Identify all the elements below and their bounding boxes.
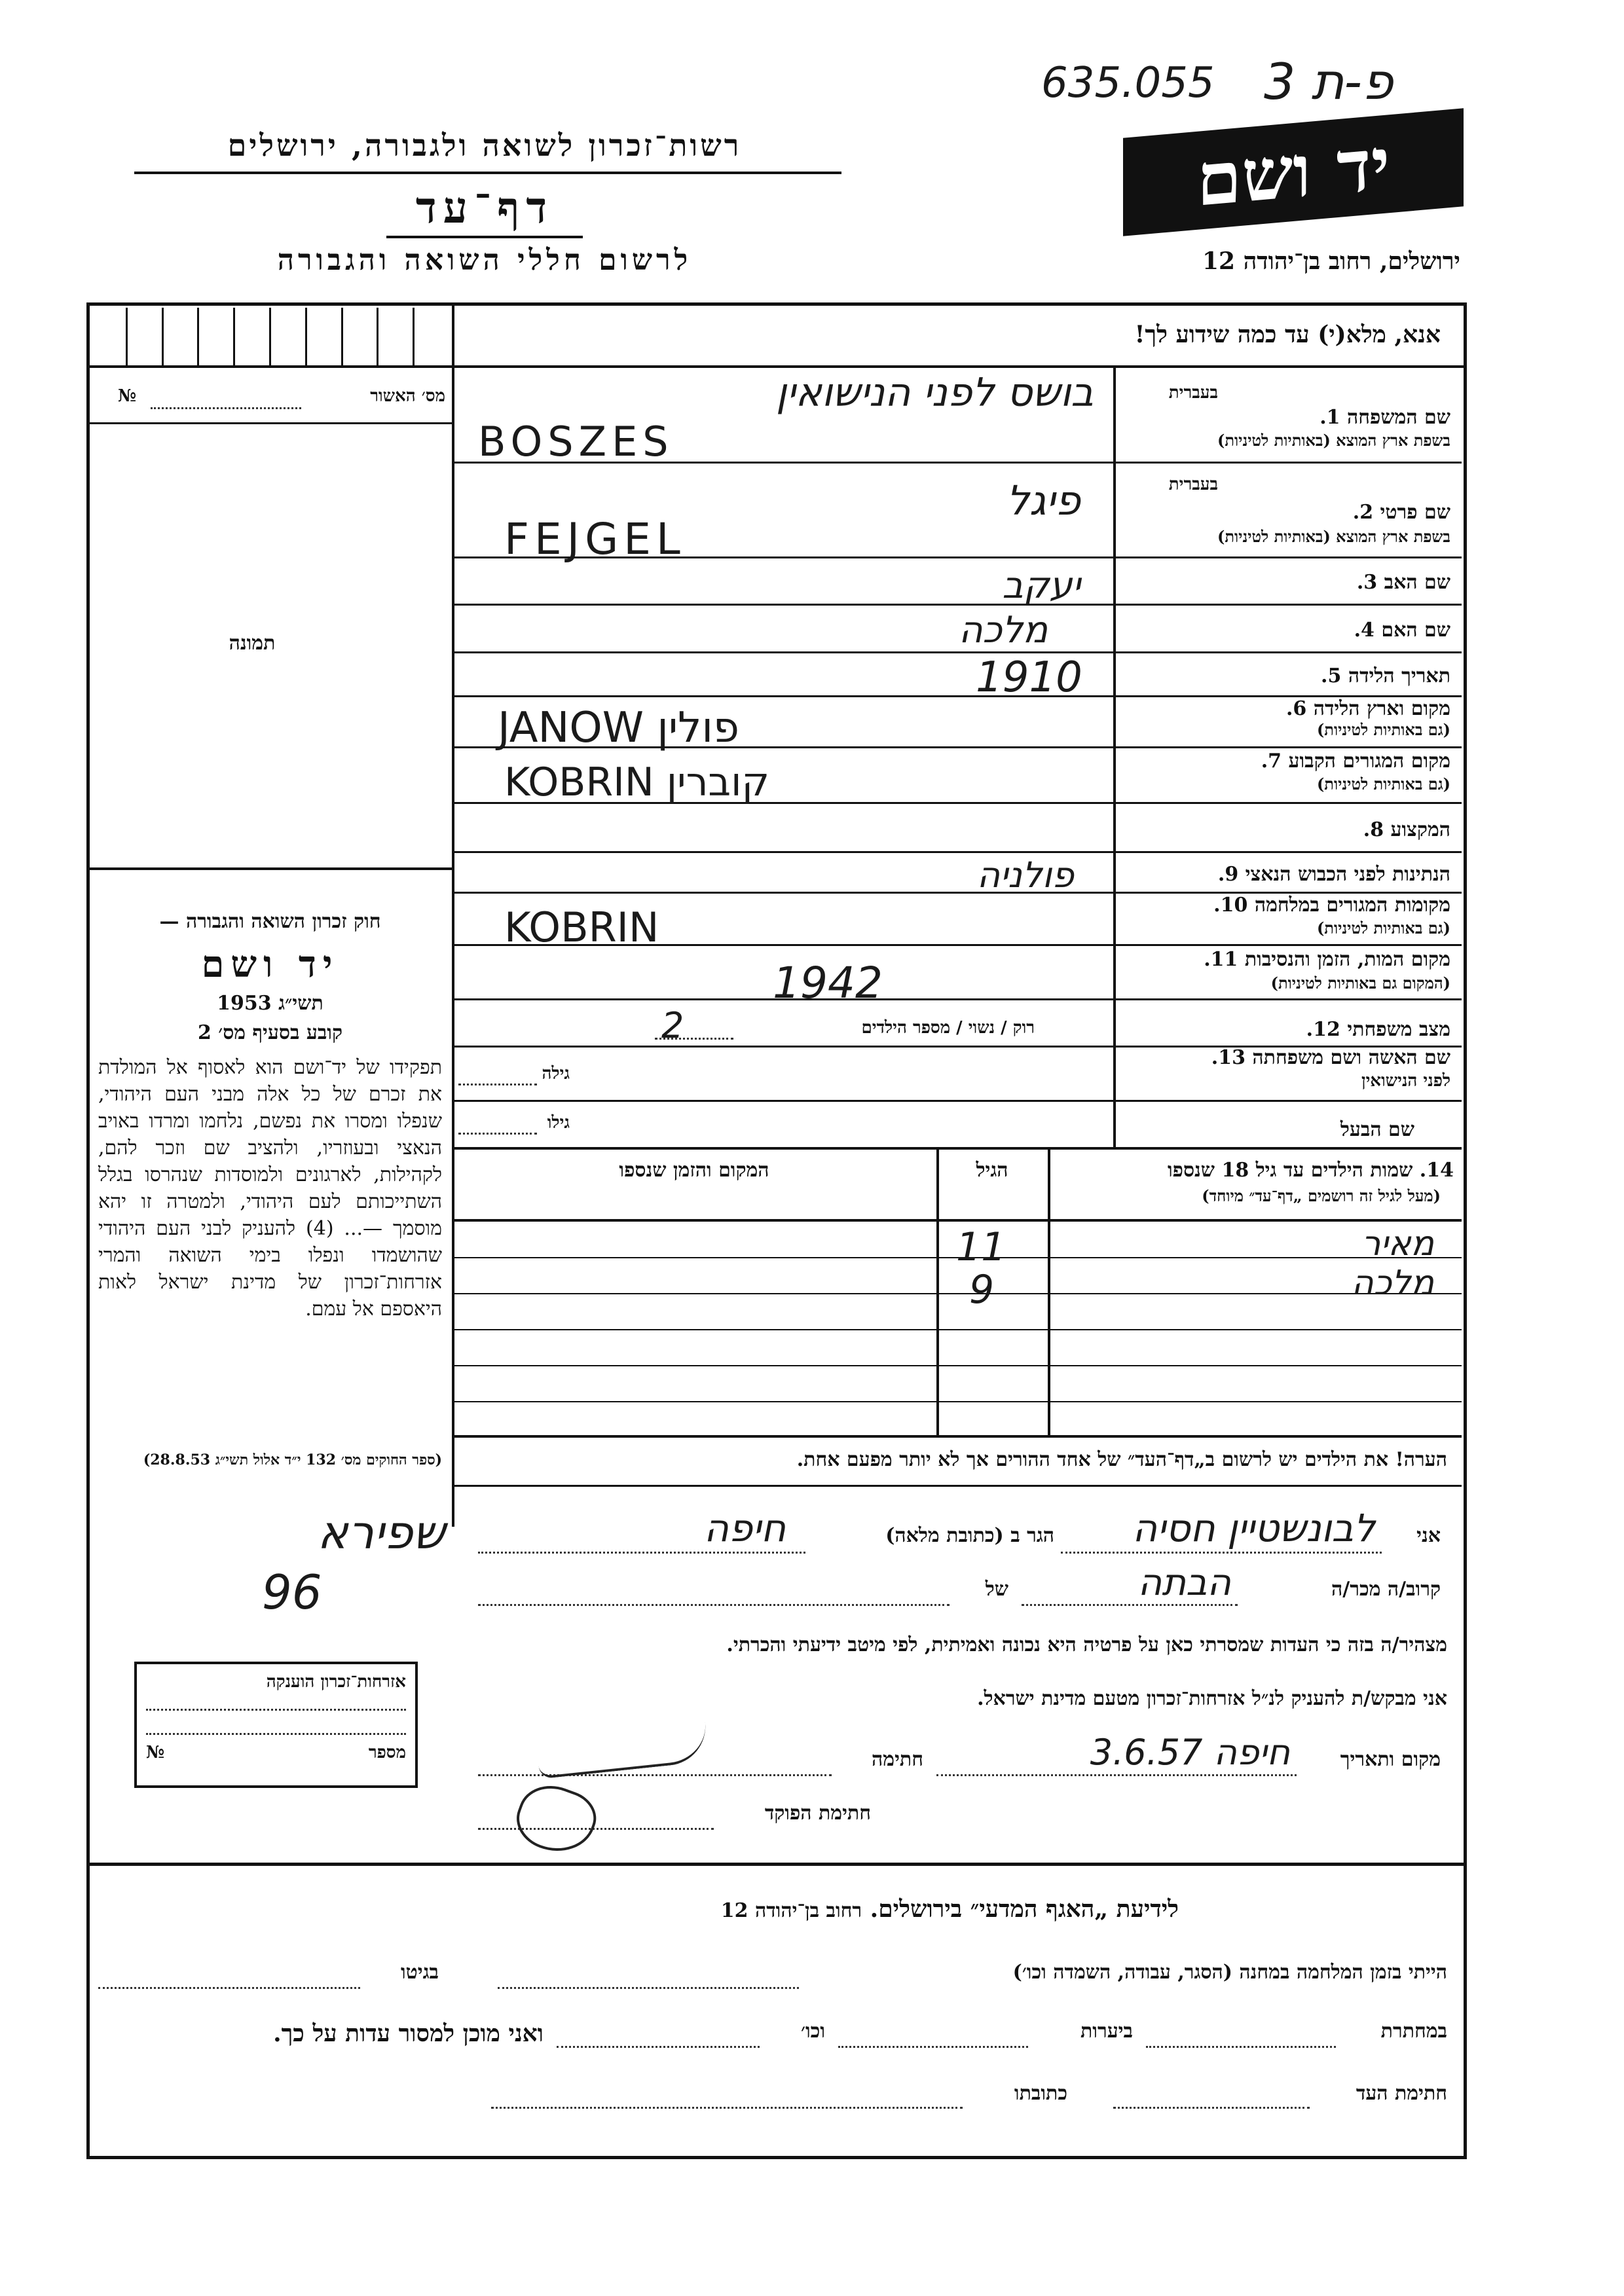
left-column-divider	[452, 302, 454, 1147]
children-header-line	[453, 1219, 1462, 1222]
wartime-residence-value: KOBRIN	[504, 903, 659, 951]
footer-camp-dots	[498, 1987, 799, 1989]
approval-no: №	[118, 386, 137, 406]
field-12-label: מצב משפחתי 12.	[1306, 1018, 1450, 1041]
authority-underline	[134, 172, 841, 174]
surname-hebrew-value: בושס לפני הנישואין	[775, 370, 1094, 416]
children-count-value: 2	[661, 1005, 684, 1046]
place-header: המקום והזמן שנספו	[619, 1159, 769, 1182]
officer-signature-label: חתימת הפוקד	[764, 1802, 871, 1825]
field-10-note: (גם באותיות לטיניות)	[1316, 919, 1450, 938]
approval-dots	[151, 407, 301, 409]
field-4-label: שם האם 4.	[1354, 619, 1450, 642]
field-2-label: שם פרטי 2.	[1352, 501, 1450, 524]
row-line-4	[453, 651, 1462, 653]
footer-forest-dots	[838, 2046, 1028, 2048]
field-1-note: בשפת ארץ המוצא (באותיות לטיניות)	[1217, 431, 1450, 450]
footer-etc-dots	[557, 2046, 760, 2048]
side-handnote-number: 96	[262, 1565, 322, 1620]
note-line	[453, 1485, 1462, 1487]
footer-witness-sign-label: חתימת העד	[1356, 2082, 1447, 2105]
row-line-14	[453, 1147, 1462, 1150]
mother-name-value: מלכה	[958, 609, 1048, 651]
field-7-note: (גם באותיות לטיניות)	[1316, 774, 1450, 793]
law-year: תשי״ג 1953	[217, 992, 323, 1015]
law-reference: (ספר החוקים מס׳ 132 י״ד אלול תשי״ג 28.8.53)	[143, 1451, 442, 1468]
husband-label: שם הבעל	[1340, 1118, 1414, 1141]
citizenship-no: №	[146, 1743, 165, 1762]
birth-date-value: 1910	[976, 653, 1082, 702]
signature-label: חתימה	[872, 1748, 923, 1771]
photo-label: תמונה	[229, 632, 276, 655]
relation-label: קרוב/ה מכר/ה	[1331, 1578, 1441, 1601]
footer-ghetto-dots	[98, 1987, 360, 1989]
children-bottom-line	[453, 1435, 1462, 1438]
declarant-ani: אני	[1416, 1524, 1441, 1547]
given-name-hebrew-value: פיגל	[1006, 477, 1080, 524]
given-name-latin-value: FEJGEL	[504, 514, 686, 564]
children-col-line-2	[1048, 1147, 1050, 1435]
footer-underground-label: במחתרת	[1380, 2020, 1447, 2043]
footer-title	[458, 1895, 1179, 1923]
citizenship-box	[134, 1662, 418, 1788]
officer-signature-dots	[478, 1828, 714, 1830]
nationality-value: פולניה	[976, 854, 1074, 896]
law-heading: חוק זכרון השואה והגבורה —	[159, 910, 381, 933]
child-1-age: 11	[956, 1224, 1006, 1270]
lang-hebrew-1: בעברית	[1168, 383, 1218, 403]
footer-camp-label: הייתי בזמן המלחמה במחנה (הסגר, עבודה, השמדה וכו׳)	[1012, 1961, 1447, 1984]
children-row-5	[453, 1401, 1462, 1402]
footer-underground-dots	[1146, 2046, 1336, 2048]
field-6-label: מקום וארץ הלידה 6.	[1285, 697, 1450, 720]
footer-witness-sign-dots	[1113, 2107, 1310, 2109]
field-1-label: שם המשפחה 1.	[1320, 406, 1450, 429]
place-date-value: חיפה 3.6.57	[1090, 1732, 1290, 1773]
field-5-label: תאריך הלידה 5.	[1321, 665, 1450, 687]
residence-value: KOBRIN קוברין	[504, 759, 770, 805]
code-boxes	[92, 308, 449, 367]
children-col-line-1	[936, 1147, 939, 1435]
age-header: הגיל	[976, 1159, 1008, 1182]
photo-bottom-line	[90, 867, 453, 870]
age-dots-wife	[458, 1084, 537, 1085]
law-name: יד ושם	[201, 943, 339, 986]
age-dots-husband	[458, 1133, 537, 1135]
declarant-name-value: לבונשטיין חסיה	[1132, 1506, 1375, 1550]
field-11-note: (המקום גם באותיות לטיניות)	[1270, 974, 1450, 993]
authority-name: רשות־זכרון לשואה ולגבורה, ירושלים	[227, 128, 742, 163]
label-column-divider	[1113, 365, 1116, 1148]
surname-latin-value: BOSZES	[478, 418, 674, 465]
footer-etc-label: וכו׳	[801, 2020, 825, 2043]
place-date-label: מקום ותאריך	[1340, 1748, 1441, 1771]
declarant-name-dots	[1061, 1552, 1382, 1554]
footer-address-label: כתובתו	[1014, 2082, 1067, 2105]
field-13-label: שם האשה ושם משפחתה 13.	[1211, 1046, 1450, 1069]
approval-label: מס׳ האשור	[370, 386, 445, 406]
child-2-age: 9	[969, 1267, 995, 1313]
field-6-note: (גם באותיות לטיניות)	[1316, 720, 1450, 739]
place-date-dots	[936, 1774, 1297, 1776]
relation-value: הבתה	[1137, 1561, 1231, 1604]
request-text: אני מבקש/ת להעניק לנ״ל אזרחות־זכרון מטעם מדינת ישראל.	[977, 1687, 1447, 1710]
form-subtitle: לרשום חללי השואה והגבורה	[277, 244, 692, 277]
marital-options: רוק / נשוי / מספר הילדים	[861, 1018, 1035, 1038]
address-dots	[478, 1552, 805, 1554]
instruction: אנא, מלא(י) עד כמה שידוע לך!	[1134, 321, 1441, 348]
father-name-value: יעקב	[1002, 564, 1080, 607]
address: ירושלים, רחוב בן־יהודה 12	[1202, 247, 1460, 275]
child-1-name: מאיר	[1361, 1224, 1434, 1264]
side-handnote-name: שפירא	[317, 1506, 445, 1559]
form-title: דף־עד	[415, 182, 554, 233]
death-date-value: 1942	[773, 958, 883, 1008]
field-9-label: הנתינות לפני הכבוש הנאצי 9.	[1217, 863, 1450, 886]
birth-place-value: JANOW פולין	[498, 704, 739, 752]
age-label-wife: גילה	[542, 1064, 570, 1084]
row-line-11	[453, 998, 1462, 1000]
age-label-husband: גילו	[547, 1113, 570, 1133]
field-2-note: בשפת ארץ המוצא (באותיות לטיניות)	[1217, 527, 1450, 546]
footer-address-dots	[491, 2107, 963, 2109]
child-2-name: מלכה	[1351, 1264, 1434, 1303]
children-subtitle: (מעל לגיל זה רושמים „דף־עד״ מיוחד)	[1202, 1186, 1441, 1205]
stripe-line	[90, 365, 1464, 368]
footer-testimony-label: ואני מוכן למסור עדות על כך.	[273, 2020, 544, 2047]
footer-title-text: לידיעת „האגף המדעי״ בירושלים.	[870, 1895, 1179, 1923]
declarant-address-value: חיפה	[704, 1506, 786, 1550]
footer-forest-label: ביערות	[1080, 2020, 1133, 2043]
footer-ghetto-label: בגיטו	[400, 1961, 439, 1984]
children-row-3	[453, 1329, 1462, 1330]
archive-number-annotation: 635.055	[1041, 59, 1215, 107]
footer-divider	[90, 1863, 1464, 1866]
field-8-label: המקצוע 8.	[1363, 818, 1450, 841]
archive-code-annotation: פ-ת 3	[1264, 52, 1393, 111]
children-title: 14. שמות הילדים עד גיל 18 שנספו	[1167, 1159, 1454, 1182]
children-note: הערה! את הילדים יש לרשום ב„דף־העד״ של אחד ההורים אך לא יותר מפעם אחת.	[796, 1448, 1447, 1471]
yad-vashem-logo: יד ושם	[1123, 108, 1464, 236]
relation-dots	[1022, 1604, 1238, 1606]
row-line-13	[453, 1100, 1462, 1102]
of-label: של	[985, 1578, 1008, 1601]
field-10-label: מקומות המגורים במלחמה 10.	[1213, 894, 1450, 917]
law-body: תפקידו של יד־ושם הוא לאסוף אל המולדת את זכרם של כל אלה מבני העם היהודי, שנפלו ומסרו את נפשם, נלחמו ומרדו באויב הנאצי ובעוזריו, ולהציב שם וזכר להם, לקהילות, לארגונים ולמוסדות שנהרסו בגלל השתייכותם לעם היהודי, ולמטרה זו יהא מוסמך —... (4) להעניק לבני העם היהודי שהושמדו ונפלו בימי השואה והמרי אזרחות־זכרון של מדינת ישראל לאות היאספם אל עמם.	[98, 1056, 442, 1321]
citizenship-number-label: מספר	[368, 1743, 406, 1762]
citizenship-title: אזרחות־זכרון הוענקה	[266, 1672, 406, 1692]
field-3-label: שם האב 3.	[1356, 571, 1450, 594]
footer-address: רחוב בן־יהודה 12	[720, 1899, 862, 1922]
lang-hebrew-2: בעברית	[1168, 475, 1218, 494]
declarant-resides-label: הגר ב (כתובת מלאה)	[885, 1524, 1054, 1547]
field-13-note: לפני הנישואין	[1361, 1071, 1450, 1091]
approval-line	[90, 422, 453, 424]
children-row-4	[453, 1365, 1462, 1366]
law-clause: קובע בסעיף מס׳ 2	[197, 1021, 343, 1044]
row-line-8	[453, 851, 1462, 853]
signature-dots	[478, 1774, 832, 1776]
law-bottom-divider	[452, 1147, 454, 1527]
title-underline	[386, 236, 583, 238]
of-dots	[478, 1604, 950, 1606]
declaration-text: מצהיר/ה בזה כי העדות שמסרתי כאן על פרטיה היא נכונה ואמיתית, לפי מיטב ידיעתי והכרתי.	[726, 1633, 1447, 1656]
field-7-label: מקום המגורים הקבוע 7.	[1261, 750, 1450, 773]
field-11-label: מקום המות, הזמן והנסיבות 11.	[1204, 948, 1450, 971]
